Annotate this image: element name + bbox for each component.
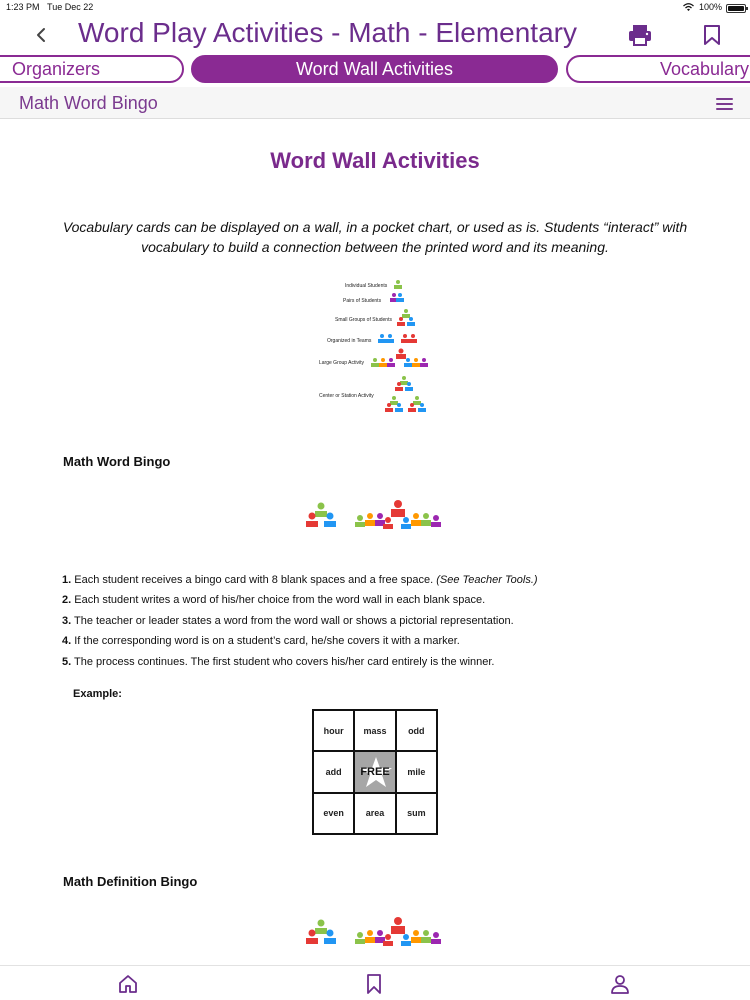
bookmark-icon	[700, 22, 724, 48]
example-label: Example:	[73, 688, 122, 700]
people-icon-small-groups	[397, 309, 415, 326]
tab-organizers[interactable]: Organizers	[0, 55, 184, 83]
step-note: (See Teacher Tools.)	[436, 574, 538, 586]
content-title: Word Wall Activities	[270, 148, 480, 173]
list-item	[62, 652, 722, 672]
status-time: 1:23 PM	[6, 2, 40, 12]
list-item	[62, 611, 722, 631]
people-icon-individual	[394, 280, 402, 289]
free-space-label: FREE	[360, 765, 390, 778]
grouping-legend	[310, 278, 450, 418]
legend-label-teams: Organized in Teams	[327, 338, 372, 344]
bookmark-icon	[362, 972, 386, 996]
legend-label-small-groups: Small Groups of Students	[335, 317, 392, 323]
section-heading-math-definition-bingo: Math Definition Bingo	[63, 874, 198, 889]
bingo-cell: mass	[354, 710, 395, 751]
status-time-date	[6, 2, 93, 12]
bingo-cell: area	[354, 793, 395, 834]
bookmark-button[interactable]	[700, 22, 724, 48]
bingo-cell: add	[313, 751, 354, 792]
tab-vocabulary[interactable]: Vocabulary	[566, 55, 750, 83]
instructions-list	[62, 570, 722, 672]
legend-label-pairs: Pairs of Students	[343, 298, 382, 304]
list-item	[62, 570, 722, 590]
hamburger-icon	[716, 98, 733, 100]
page-title: Word Play Activities - Math - Elementary	[78, 17, 577, 48]
bookmarks-tab-button[interactable]	[362, 972, 386, 996]
bingo-card-example	[312, 709, 438, 835]
people-icon-teams	[378, 334, 417, 343]
step-number: 3.	[62, 614, 72, 627]
section-tabs	[0, 55, 750, 85]
current-activity-title: Math Word Bingo	[19, 93, 158, 113]
legend-label-center: Center or Station Activity	[319, 393, 374, 399]
step-text: Each student writes a word of his/her choice from the word wall in each blank space.	[74, 594, 486, 607]
step-number: 5.	[62, 655, 72, 668]
grouping-icons-section1	[300, 498, 450, 538]
section-heading-math-word-bingo: Math Word Bingo	[63, 454, 171, 469]
bingo-cell-free	[354, 751, 395, 792]
chevron-left-icon	[30, 20, 54, 48]
subheader-bar	[0, 87, 750, 119]
step-number: 1.	[62, 574, 72, 586]
printer-icon	[626, 22, 654, 48]
app-header	[0, 14, 750, 54]
battery-icon	[726, 4, 746, 13]
home-icon	[116, 972, 140, 996]
print-button[interactable]	[626, 22, 654, 48]
tab-word-wall-activities[interactable]: Word Wall Activities	[191, 55, 558, 83]
step-text: Each student receives a bingo card with 8 blank spaces and a free space.	[74, 574, 437, 586]
people-icon-pairs	[390, 293, 404, 302]
home-tab-button[interactable]	[116, 972, 140, 996]
wifi-icon	[683, 3, 694, 12]
grouping-icons	[310, 278, 450, 418]
step-number: 4.	[62, 635, 72, 648]
bottom-tab-bar	[0, 965, 750, 1000]
status-date: Tue Dec 22	[47, 2, 94, 12]
people-icon-large-group	[371, 349, 428, 368]
bingo-cell: mile	[396, 751, 437, 792]
step-text: If the corresponding word is on a student’s card, he/she covers it with a marker.	[74, 635, 460, 648]
step-text: The process continues. The first student who covers his/her card entirely is the winner.	[74, 655, 495, 668]
legend-label-individual: Individual Students	[345, 283, 388, 289]
hamburger-line	[716, 108, 733, 110]
status-indicators	[683, 2, 722, 12]
bingo-cell: hour	[313, 710, 354, 751]
bingo-cell: odd	[396, 710, 437, 751]
step-number: 2.	[62, 594, 72, 607]
user-icon	[608, 972, 632, 996]
people-icon-center	[385, 376, 426, 412]
step-text: The teacher or leader states a word from the word wall or shows a pictorial representation.	[74, 614, 514, 627]
profile-tab-button[interactable]	[608, 972, 632, 996]
list-item	[62, 631, 722, 651]
grouping-icons-section2	[300, 915, 450, 955]
legend-label-large-group: Large Group Activity	[319, 360, 365, 366]
intro-paragraph: Vocabulary cards can be displayed on a wall, in a pocket chart, or used as is. Students “interact” with vocabulary to build a connection between the printed word and its meaning.	[62, 219, 688, 255]
bingo-cell: sum	[396, 793, 437, 834]
menu-button[interactable]	[713, 95, 735, 113]
back-button[interactable]	[30, 20, 54, 48]
hamburger-line	[716, 103, 733, 105]
list-item	[62, 590, 722, 610]
battery-percent: 100%	[698, 2, 722, 12]
bingo-cell: even	[313, 793, 354, 834]
